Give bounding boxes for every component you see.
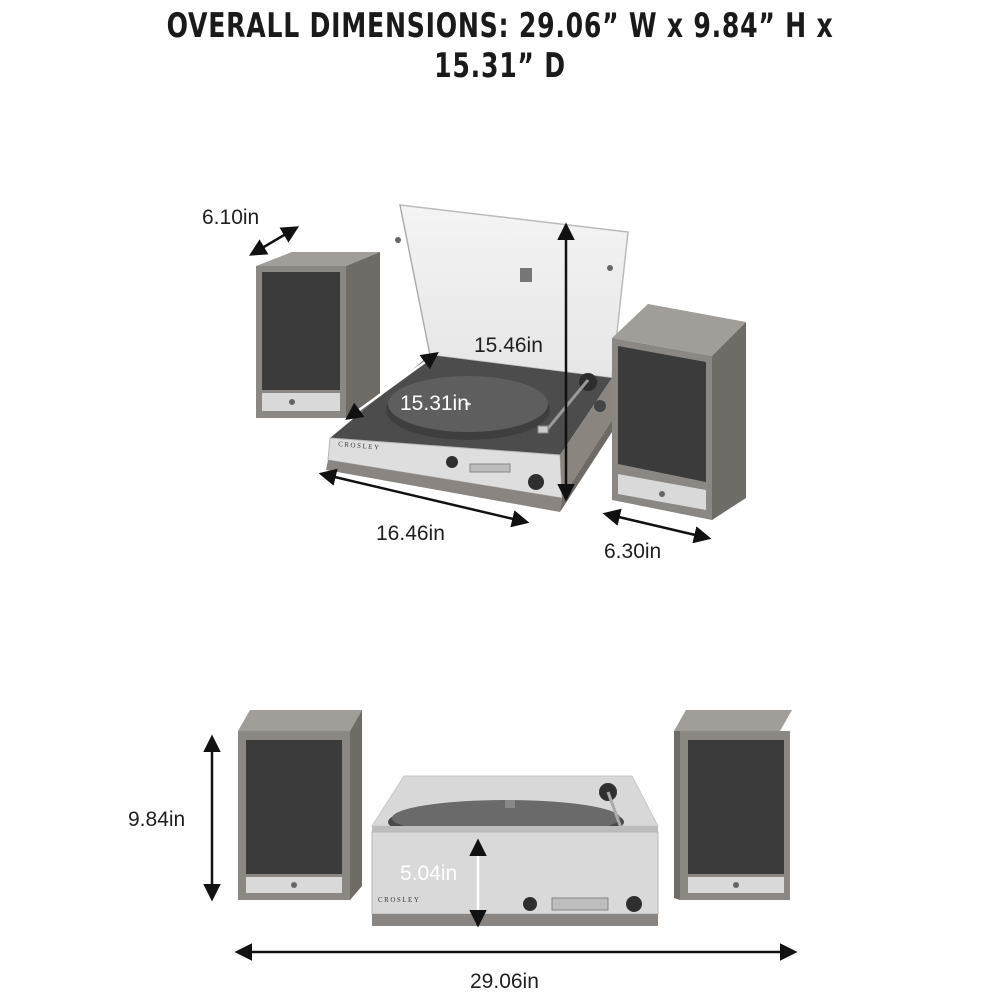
turntable-front-view	[372, 776, 658, 926]
turntable-height-label: 5.04in	[400, 862, 458, 885]
display-window	[552, 898, 608, 910]
volume-knob	[626, 896, 642, 912]
selector-knob	[523, 897, 537, 911]
speaker-logo-icon	[291, 882, 297, 888]
speaker-width-label: 6.30in	[604, 540, 662, 563]
plinth-wood-base	[372, 914, 658, 926]
platter-label-icon	[505, 800, 515, 808]
speaker-logo-icon	[659, 491, 665, 497]
speaker-side-face	[712, 322, 746, 520]
left-speaker-top-view	[256, 252, 380, 418]
right-speaker-top-view	[612, 304, 746, 520]
dust-cover-label-icon	[520, 268, 532, 282]
speaker-logo-icon	[733, 882, 739, 888]
turntable-depth-label: 15.31in	[400, 392, 469, 415]
speaker-top-face	[238, 710, 362, 731]
volume-knob	[528, 474, 544, 490]
speaker-side-face	[346, 252, 380, 418]
selector-knob	[446, 456, 458, 468]
speaker-badge-plate	[262, 393, 340, 411]
speaker-grille	[246, 740, 342, 874]
speaker-grille	[262, 272, 340, 390]
speaker-side-face	[350, 710, 362, 900]
overall-width-label: 29.06in	[470, 970, 539, 993]
turntable-width-label: 16.46in	[376, 522, 445, 545]
lid-height-label: 15.46in	[474, 334, 543, 357]
brand-logo: CROSLEY	[337, 440, 381, 452]
speaker-side-face	[674, 731, 680, 900]
speaker-logo-icon	[289, 399, 295, 405]
brand-logo: CROSLEY	[378, 896, 421, 904]
page-title: OVERALL DIMENSIONS: 29.06” W x 9.84” H x 15.31” D	[166, 6, 834, 86]
speaker-grille	[618, 346, 706, 482]
right-speaker-front-view	[674, 710, 792, 900]
speaker-top-face	[674, 710, 792, 731]
speaker-depth-arrow	[252, 228, 296, 254]
speaker-grille	[688, 740, 784, 874]
speaker-height-label: 9.84in	[128, 808, 186, 831]
speaker-depth-label: 6.10in	[202, 206, 260, 229]
speaker-width-arrow	[606, 514, 708, 538]
display-window	[470, 464, 510, 472]
left-speaker-front-view	[238, 710, 362, 900]
